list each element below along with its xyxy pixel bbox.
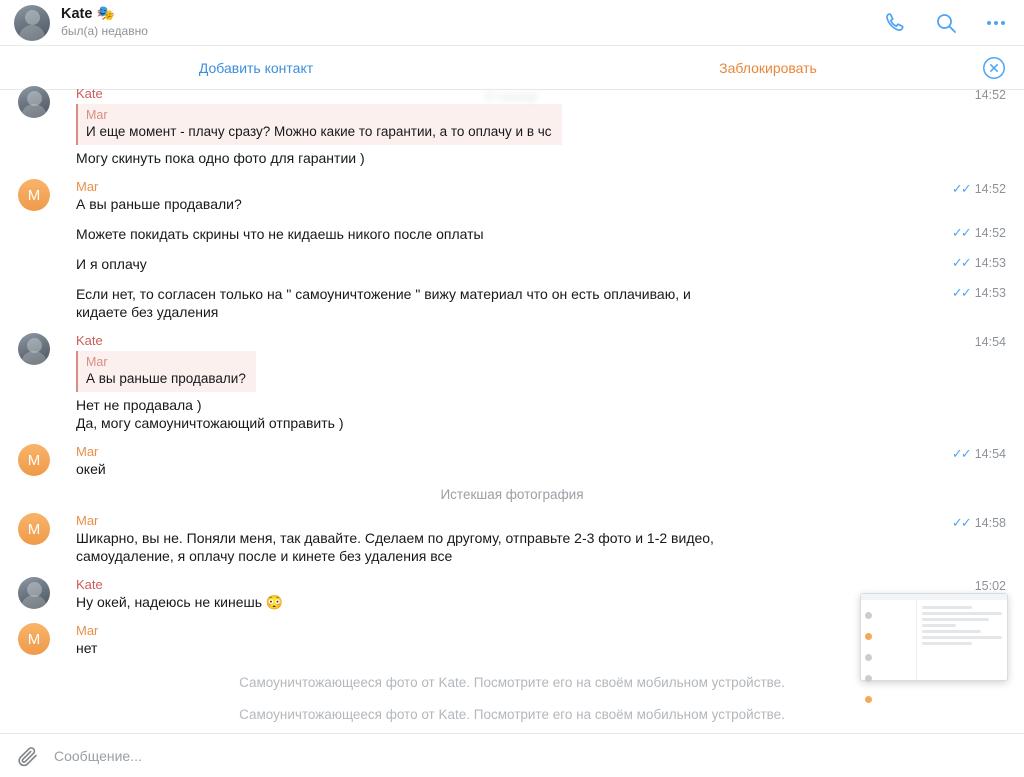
text-placeholder xyxy=(922,636,1002,639)
message-body xyxy=(54,333,1006,432)
message-text: И я оплачу xyxy=(76,256,147,272)
text-placeholder xyxy=(922,624,956,627)
chat-header-texts xyxy=(61,6,148,39)
message-text: Если нет, то согласен только на " самоуничтожение " вижу материал что он есть оплачиваю, и xyxy=(76,286,691,302)
message-time: 14:54 xyxy=(974,335,1006,349)
phone-icon[interactable] xyxy=(884,11,908,35)
message-time: 14:54 xyxy=(974,447,1006,461)
list-item xyxy=(865,627,912,645)
avatar xyxy=(865,675,872,682)
message-meta xyxy=(975,335,1006,349)
message-row xyxy=(0,444,1024,478)
message-text-line2: Да, могу самоуничтожающий отправить ) xyxy=(76,415,344,431)
search-icon[interactable] xyxy=(934,11,958,35)
message-sender: Mar xyxy=(76,623,99,638)
message-group xyxy=(0,82,1024,169)
paperclip-icon[interactable] xyxy=(16,744,40,768)
avatar-column xyxy=(18,225,54,243)
self-destruct-note: Самоуничтожающееся фото от Kate. Посмотрите его на своём мобильном устройстве. xyxy=(239,707,785,722)
list-item xyxy=(865,669,912,687)
message-time: 14:53 xyxy=(974,256,1006,270)
list-item xyxy=(865,690,912,708)
message-time: 15:02 xyxy=(974,579,1006,593)
message-row xyxy=(0,86,1024,167)
message-text: окей xyxy=(76,461,106,477)
text-placeholder xyxy=(922,612,1002,615)
message-group xyxy=(0,169,1024,215)
message-text: Шикарно, вы не. Поняли меня, так давайте. Сделаем по другому, отправьте 2-3 фото и 1-2 видео, xyxy=(76,530,714,546)
avatar[interactable]: M xyxy=(18,623,50,655)
avatar[interactable] xyxy=(18,577,50,609)
message-meta xyxy=(975,579,1006,593)
message-group xyxy=(0,275,1024,323)
text-placeholder xyxy=(922,630,981,633)
quoted-text: И еще момент - плачу сразу? Можно какие то гарантии, а то оплачу и в чс xyxy=(86,124,552,139)
message-group xyxy=(0,434,1024,480)
read-ticks-icon: ✓✓ xyxy=(951,181,970,196)
quoted-text: А вы раньше продавали? xyxy=(86,371,246,386)
message-row xyxy=(0,513,1024,565)
message-time: 14:58 xyxy=(974,516,1006,530)
pip-preview-window[interactable] xyxy=(860,593,1008,681)
avatar xyxy=(865,654,872,661)
message-sender: Kate xyxy=(76,333,103,348)
message-meta xyxy=(952,446,1006,462)
expired-photo-note: Истекшая фотография xyxy=(440,487,584,502)
message-row xyxy=(0,285,1024,321)
message-text: Могу скинуть пока одно фото для гарантии ) xyxy=(76,150,365,166)
message-meta xyxy=(952,515,1006,531)
message-time: 14:52 xyxy=(974,226,1006,240)
chat-status: был(а) недавно xyxy=(61,24,148,38)
message-meta xyxy=(952,255,1006,271)
quoted-message[interactable] xyxy=(76,351,256,392)
message-input[interactable] xyxy=(54,748,1008,764)
read-ticks-icon: ✓✓ xyxy=(951,515,970,530)
avatar[interactable]: M xyxy=(18,444,50,476)
message-time: 14:52 xyxy=(974,88,1006,102)
message-text-line2: самоудаление, я оплачу после и кинете без удаления все xyxy=(76,548,453,564)
avatar[interactable] xyxy=(18,86,50,118)
read-ticks-icon: ✓✓ xyxy=(951,255,970,270)
message-time: 14:53 xyxy=(974,286,1006,300)
message-list[interactable] xyxy=(0,86,1024,733)
avatar-column xyxy=(18,444,54,478)
message-time: 14:52 xyxy=(974,182,1006,196)
avatar[interactable] xyxy=(14,5,50,41)
message-meta xyxy=(975,88,1006,102)
list-item xyxy=(865,606,912,624)
message-sender: Kate xyxy=(76,86,103,101)
message-meta xyxy=(952,181,1006,197)
avatar-column xyxy=(18,577,54,611)
read-ticks-icon: ✓✓ xyxy=(951,446,970,461)
theater-masks-icon: 🎭 xyxy=(96,6,115,22)
pip-titlebar xyxy=(861,594,1007,600)
header-actions xyxy=(884,11,1008,35)
message-row xyxy=(0,225,1024,243)
read-ticks-icon: ✓✓ xyxy=(951,285,970,300)
message-sender: Mar xyxy=(76,513,99,528)
chat-title: Kate xyxy=(61,6,93,22)
more-icon[interactable] xyxy=(984,11,1008,35)
avatar xyxy=(865,612,872,619)
message-row xyxy=(0,333,1024,432)
message-sender: Mar xyxy=(76,179,99,194)
avatar-column xyxy=(18,179,54,213)
message-group xyxy=(0,245,1024,275)
message-group xyxy=(0,323,1024,434)
self-destruct-note: Самоуничтожающееся фото от Kate. Посмотрите его на своём мобильном устройстве. xyxy=(239,675,785,690)
text-placeholder xyxy=(922,642,972,645)
avatar-column xyxy=(18,623,54,657)
message-text: Нет не продавала ) xyxy=(76,397,202,413)
pip-conversation xyxy=(917,594,1007,680)
message-meta xyxy=(952,285,1006,301)
read-ticks-icon: ✓✓ xyxy=(951,225,970,240)
message-sender: Mar xyxy=(76,444,99,459)
chat-header xyxy=(0,0,1024,46)
pip-sidebar xyxy=(861,594,917,680)
message-text: Ну окей, надеюсь не кинешь 😳 xyxy=(76,594,284,610)
message-text: нет xyxy=(76,640,98,656)
message-composer xyxy=(0,733,1024,777)
message-row xyxy=(0,179,1024,213)
avatar xyxy=(865,633,872,640)
block-user-button[interactable]: Заблокировать xyxy=(719,59,817,76)
message-body xyxy=(54,444,1006,478)
close-circle-icon[interactable] xyxy=(982,56,1006,80)
page-title xyxy=(61,6,148,23)
quoted-sender: Mar xyxy=(86,355,108,369)
avatar-column xyxy=(18,285,54,321)
avatar xyxy=(865,696,872,703)
message-meta xyxy=(952,225,1006,241)
message-row xyxy=(0,255,1024,273)
message-group xyxy=(0,215,1024,245)
message-sender: Kate xyxy=(76,577,103,592)
avatar-column xyxy=(18,333,54,432)
avatar-column xyxy=(18,255,54,273)
message-text-line2: кидаете без удаления xyxy=(76,304,219,320)
add-contact-button[interactable]: Добавить контакт xyxy=(198,59,314,76)
quoted-message[interactable] xyxy=(76,104,562,145)
avatar[interactable] xyxy=(18,333,50,365)
message-group xyxy=(0,509,1024,567)
message-text: Можете покидать скрины что не кидаешь никого после оплаты xyxy=(76,226,484,242)
avatar[interactable]: M xyxy=(18,513,50,545)
message-body xyxy=(54,179,1006,213)
message-body xyxy=(54,285,1006,321)
list-item xyxy=(865,648,912,666)
avatar-column xyxy=(18,86,54,167)
message-text: А вы раньше продавали? xyxy=(76,196,242,212)
text-placeholder xyxy=(922,618,989,621)
message-body xyxy=(54,255,1006,273)
sticker-placeholder: Стикер xyxy=(485,88,539,104)
avatar[interactable]: M xyxy=(18,179,50,211)
avatar-column xyxy=(18,513,54,565)
message-body xyxy=(54,513,1006,565)
quoted-sender: Mar xyxy=(86,108,108,122)
text-placeholder xyxy=(922,606,972,609)
message-body xyxy=(54,225,1006,243)
